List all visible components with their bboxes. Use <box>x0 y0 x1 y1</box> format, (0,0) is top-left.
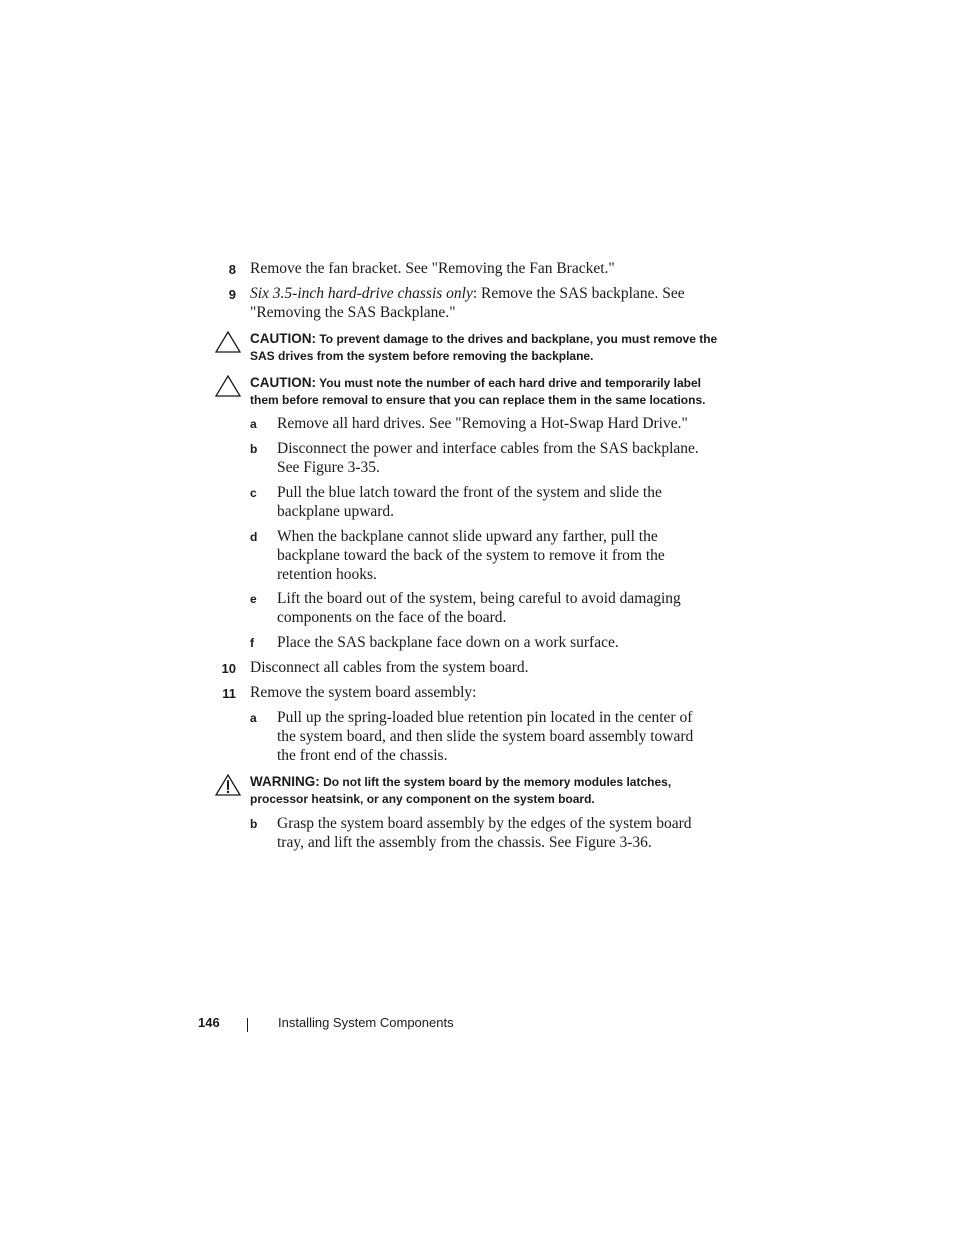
step-number: 10 <box>221 661 236 676</box>
step-condition: Six 3.5-inch hard-drive chassis only <box>250 285 473 302</box>
footer-divider <box>247 1018 248 1032</box>
step-text: Disconnect all cables from the system board. <box>250 659 529 676</box>
substep-text: Pull up the spring-loaded blue retention pin located in the center of <box>277 709 693 726</box>
notice-keyword: CAUTION: <box>250 375 316 390</box>
substep-text: Place the SAS backplane face down on a work surface. <box>277 634 619 651</box>
section-title: Installing System Components <box>278 1015 454 1030</box>
substep-letter: a <box>250 417 257 431</box>
substep-text: Disconnect the power and interface cables from the SAS backplane. <box>277 440 699 457</box>
substep-text: When the backplane cannot slide upward any farther, pull the <box>277 528 658 545</box>
substep-text: Lift the board out of the system, being careful to avoid damaging <box>277 590 681 607</box>
substep-text: See Figure 3-35. <box>277 459 380 476</box>
step-number: 9 <box>228 287 236 302</box>
notice-text: You must note the number of each hard drive and temporarily label <box>319 376 701 390</box>
step-text: "Removing the SAS Backplane." <box>250 304 456 321</box>
substep-text: retention hooks. <box>277 566 377 583</box>
notice-text: SAS drives from the system before removing the backplane. <box>250 349 594 363</box>
notice-keyword: WARNING: <box>250 774 320 789</box>
page-number: 146 <box>198 1015 220 1030</box>
substep-letter: b <box>250 442 258 456</box>
caution-triangle-icon <box>214 330 242 354</box>
step-number: 11 <box>222 686 236 701</box>
notice-text: them before removal to ensure that you can replace them in the same locations. <box>250 393 706 407</box>
step-text: Remove the fan bracket. See "Removing the Fan Bracket." <box>250 260 615 277</box>
step-number: 8 <box>228 262 236 277</box>
notice-text: Do not lift the system board by the memory modules latches, <box>323 775 672 789</box>
substep-letter: a <box>250 711 257 725</box>
substep-letter: c <box>250 486 257 500</box>
step-text: : Remove the SAS backplane. See <box>472 285 685 302</box>
notice-keyword: CAUTION: <box>250 331 316 346</box>
substep-letter: b <box>250 817 258 831</box>
substep-text: the front end of the chassis. <box>277 747 448 764</box>
substep-text: Remove all hard drives. See "Removing a Hot-Swap Hard Drive." <box>277 415 688 432</box>
warning-triangle-icon <box>214 773 242 797</box>
substep-text: the system board, and then slide the system board assembly toward <box>277 728 694 745</box>
substep-letter: e <box>250 592 257 606</box>
substep-text: Pull the blue latch toward the front of the system and slide the <box>277 484 662 501</box>
notice-text: To prevent damage to the drives and backplane, you must remove the <box>319 332 718 346</box>
substep-letter: d <box>250 530 258 544</box>
substep-text: components on the face of the board. <box>277 609 507 626</box>
substep-text: tray, and lift the assembly from the chassis. See Figure 3-36. <box>277 834 652 851</box>
notice-text: processor heatsink, or any component on the system board. <box>250 792 595 806</box>
substep-text: Grasp the system board assembly by the edges of the system board <box>277 815 692 832</box>
step-text: Remove the system board assembly: <box>250 684 477 701</box>
substep-text: backplane toward the back of the system to remove it from the <box>277 547 665 564</box>
substep-letter: f <box>250 636 254 650</box>
caution-triangle-icon <box>214 374 242 398</box>
substep-text: backplane upward. <box>277 503 395 520</box>
